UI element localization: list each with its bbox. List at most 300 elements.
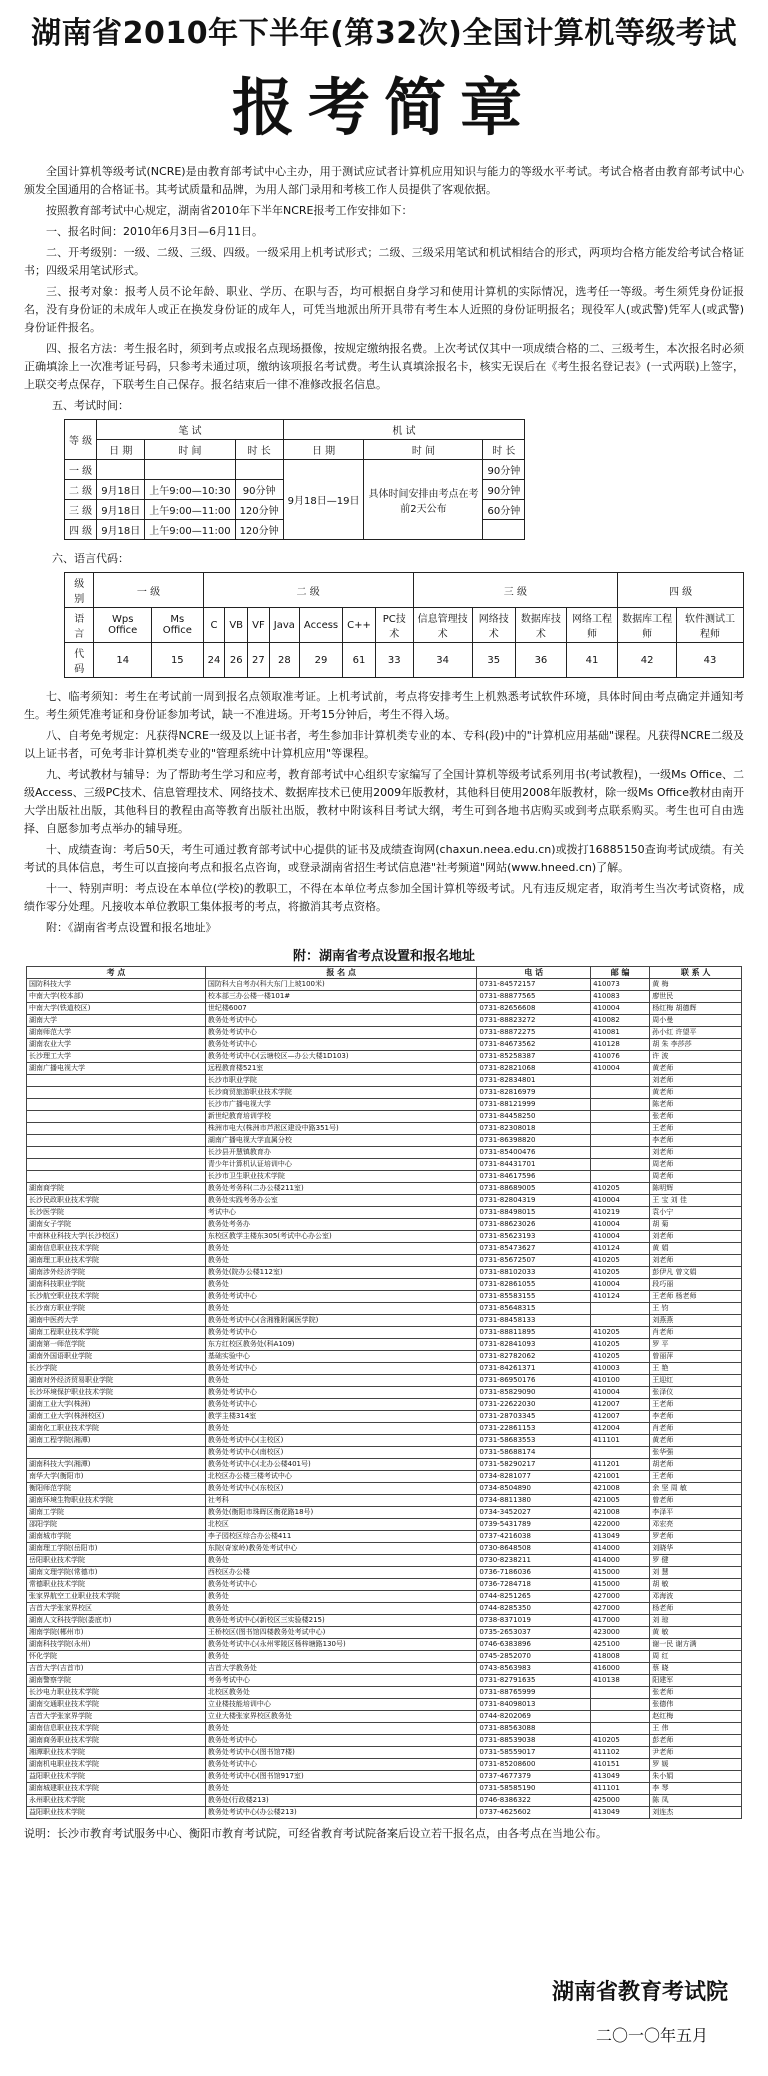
table-cell: 李老师 (650, 1135, 742, 1147)
table-cell: 0731-88121999 (477, 1099, 591, 1111)
table-cell: 412007 (591, 1399, 650, 1411)
table-cell: 教务处实践考务办公室 (205, 1195, 477, 1207)
language-code: 33 (375, 643, 413, 678)
table-cell: 湖南科技学院(永州) (27, 1639, 206, 1651)
language-code: 36 (515, 643, 566, 678)
table-cell: 中南大学(铁道校区) (27, 1003, 206, 1015)
language-code: 28 (269, 643, 299, 678)
table-cell: 教务处考试中心(东校区) (205, 1483, 477, 1495)
table-row (27, 1807, 742, 1819)
table-cell: 吉首大学张家界校区 (27, 1603, 206, 1615)
table-row (27, 1075, 742, 1087)
table-cell (27, 1447, 206, 1459)
column-header: 邮 编 (591, 967, 650, 979)
level-group: 三 级 (413, 573, 617, 608)
table-row (27, 1579, 742, 1591)
level-group: 一 级 (94, 573, 203, 608)
table-cell: 0731-85208600 (477, 1759, 591, 1771)
table-cell: 0731-82804319 (477, 1195, 591, 1207)
table-cell: 0731-58290217 (477, 1459, 591, 1471)
table-cell: 王迎红 (650, 1375, 742, 1387)
table-cell: 410081 (591, 1027, 650, 1039)
language-code: 29 (299, 643, 342, 678)
table-cell: 413049 (591, 1531, 650, 1543)
table-cell: 陈老师 (650, 1099, 742, 1111)
language-code: 61 (343, 643, 376, 678)
table-row (27, 1003, 742, 1015)
table-cell: 怀化学院 (27, 1651, 206, 1663)
intro-paragraph: 全国计算机等级考试(NCRE)是由教育部考试中心主办，用于测试应试者计算机应用知识与能力的等级水平考试。考试合格者由教育部考试中心颁发全国通用的合格证书。其考试质量和品牌，为用人部门录用和考核工作人员提供了客观依据。 (24, 165, 744, 196)
table-cell: 410083 (591, 991, 650, 1003)
table-cell: 东院(奇家岭)教务处考试中心 (205, 1543, 477, 1555)
table-cell: 湖南理工学院(岳阳市) (27, 1543, 206, 1555)
table-cell: 罗 媛 (650, 1759, 742, 1771)
table-row (27, 1123, 742, 1135)
preamble-paragraph: 按照教育部考试中心规定，湖南省2010年下半年NCRE报考工作安排如下： (46, 204, 413, 217)
table-cell: 410205 (591, 1735, 650, 1747)
table-cell: 0731-58683553 (477, 1435, 591, 1447)
table-cell: 教务处考试中心(办公楼213) (205, 1807, 477, 1819)
table-cell: 岳阳职业技术学院 (27, 1555, 206, 1567)
annex-title: 附：湖南省考点设置和报名地址 (292, 949, 475, 964)
table-cell: 刘老师 (650, 1147, 742, 1159)
table-cell: 0731-82782062 (477, 1351, 591, 1363)
table-cell: 长沙商贸旅游职业技术学院 (205, 1087, 477, 1099)
table-cell: 0744-8251265 (477, 1591, 591, 1603)
table-cell: 永州职业技术学院 (27, 1795, 206, 1807)
table-cell: 教务处考试中心(主校区) (205, 1435, 477, 1447)
table-cell (27, 1075, 206, 1087)
table-cell: 教务处 (205, 1723, 477, 1735)
cell: 上午9:00—11:00 (145, 520, 235, 540)
table-row (27, 1531, 742, 1543)
table-cell: 湖南机电职业技术学院 (27, 1759, 206, 1771)
table-cell: 421001 (591, 1471, 650, 1483)
table-cell: 教务处考试中心 (205, 1327, 477, 1339)
table-cell: 0731-88877565 (477, 991, 591, 1003)
table-cell: 黄老师 (650, 1087, 742, 1099)
table-cell: 考务考试中心 (205, 1675, 477, 1687)
cell: 90分钟 (483, 460, 525, 480)
table-cell: 湖南大学 (27, 1015, 206, 1027)
table-cell (591, 1123, 650, 1135)
table-row (27, 1039, 742, 1051)
table-cell (591, 1699, 650, 1711)
table-cell: 0731-84431701 (477, 1159, 591, 1171)
table-cell: 远程教育楼521室 (205, 1063, 477, 1075)
th-written: 笔 试 (97, 420, 283, 440)
table-cell: 410128 (591, 1039, 650, 1051)
language-name: Wps Office (94, 608, 152, 643)
table-row (27, 1279, 742, 1291)
table-cell: 湖南涉外经济学院 (27, 1267, 206, 1279)
section-2: 二、开考级别：一级、二级、三级、四级。一级采用上机考试形式；二级、三级采用笔试和机试相结合的形式，两项均合格方能发给考试合格证书；四级采用笔试形式。 (24, 246, 744, 277)
table-cell (27, 1171, 206, 1183)
table-cell: 427000 (591, 1603, 650, 1615)
language-name: C++ (343, 608, 376, 643)
table-cell (591, 1087, 650, 1099)
table-cell: 杨红梅 胡德辉 (650, 1003, 742, 1015)
table-cell: 教务处考试中心(南校区) (205, 1447, 477, 1459)
table-cell: 肖老师 (650, 1327, 742, 1339)
table-cell: 0731-88498015 (477, 1207, 591, 1219)
table-cell: 社考科 (205, 1495, 477, 1507)
th-lang: 语 言 (65, 608, 94, 643)
table-cell: 湖南理工职业技术学院 (27, 1255, 206, 1267)
table-row (27, 1663, 742, 1675)
table-cell: 长沙航空职业技术学院 (27, 1291, 206, 1303)
section-3: 三、报考对象：报考人员不论年龄、职业、学历、在职与否，均可根据自身学习和使用计算机的实际情况，选考任一等级。考生须凭身份证报名，没有身份证的未成年人或正在换发身份证的成年人，可凭当地派出所开具带有考生本人近照的身份证明报名；现役军人(或武警)凭军人(或武警)身份证件报名。 (24, 285, 744, 334)
th-level: 级 别 (65, 573, 94, 608)
table-cell: 0731-85829090 (477, 1387, 591, 1399)
table-cell: 肖老师 (650, 1423, 742, 1435)
table-cell: 0731-88623026 (477, 1219, 591, 1231)
table-cell: 教务处 (205, 1279, 477, 1291)
table-row (27, 1207, 742, 1219)
table-cell: 412007 (591, 1411, 650, 1423)
attachment-note: 附：《湖南省考点设置和报名地址》 (46, 921, 217, 934)
table-cell: 0736-7186036 (477, 1567, 591, 1579)
table-cell: 王 宝 刘 佳 (650, 1195, 742, 1207)
machine-date: 9月18日—19日 (283, 460, 364, 540)
th-w-dur: 时 长 (235, 440, 283, 460)
table-cell: 0731-85672507 (477, 1255, 591, 1267)
table-cell: 0731-88539038 (477, 1735, 591, 1747)
table-cell: 王老师 (650, 1471, 742, 1483)
table-row (27, 1687, 742, 1699)
table-cell: 425100 (591, 1639, 650, 1651)
table-cell (591, 1111, 650, 1123)
table-cell: 湖南信息职业技术学院 (27, 1243, 206, 1255)
machine-time: 具体时间安排由考点在考前2天公布 (364, 460, 483, 540)
language-name: VF (248, 608, 270, 643)
table-cell: 黄老师 (650, 1063, 742, 1075)
table-row (27, 1255, 742, 1267)
table-cell: 411102 (591, 1747, 650, 1759)
language-name: 数据库工程师 (618, 608, 677, 643)
level-group: 四 级 (618, 573, 744, 608)
cell (483, 520, 525, 540)
table-row (27, 1555, 742, 1567)
table-cell: 北校区教务处 (205, 1687, 477, 1699)
table-cell: 410124 (591, 1243, 650, 1255)
table-cell: 株洲市电大(株洲市芦淞区建设中路351号) (205, 1123, 477, 1135)
table-row (27, 1183, 742, 1195)
table-cell: 416000 (591, 1663, 650, 1675)
table-cell: 教务处 (205, 1591, 477, 1603)
table-cell: 东校区教学主楼东305(考试中心办公室) (205, 1231, 477, 1243)
table-row (27, 1399, 742, 1411)
table-cell: 0731-82821068 (477, 1063, 591, 1075)
table-cell: 423000 (591, 1627, 650, 1639)
table-cell: 湖南对外经济贸易职业学院 (27, 1375, 206, 1387)
cell (97, 460, 145, 480)
language-code: 35 (472, 643, 515, 678)
cell: 9月18日 (97, 500, 145, 520)
table-cell: 王桥校区(图书馆四楼教务处考试中心) (205, 1627, 477, 1639)
table-cell: 黄 敏 (650, 1627, 742, 1639)
table-cell: 0737-4677379 (477, 1771, 591, 1783)
table-cell: 0731-85583155 (477, 1291, 591, 1303)
table-row (27, 1111, 742, 1123)
table-cell: 410205 (591, 1351, 650, 1363)
table-row (27, 1495, 742, 1507)
table-cell: 0731-82841093 (477, 1339, 591, 1351)
table-cell: 415000 (591, 1567, 650, 1579)
section-11: 十一、特别声明：考点设在本单位(学校)的教职工，不得在本单位考点参加全国计算机等级考试。凡有违反规定者，取消考生当次考试资格，成绩作零分处理。凡接收本单位教职工集体报考的考点，将撤消其考点资格。 (24, 882, 744, 913)
table-cell: 李泽平 (650, 1507, 742, 1519)
table-cell (591, 1075, 650, 1087)
table-cell (27, 1099, 206, 1111)
table-cell: 袁小宁 (650, 1207, 742, 1219)
language-name: 信息管理技术 (413, 608, 472, 643)
section-4: 四、报名方法：考生报名时，须到考点或报名点现场摄像，按规定缴纳报名费。上次考试仅其中一项成绩合格的二、三级考生，本次报名时必须正确填涂上一次准考证号码，只参考未通过项，缴纳该项报名考试费。考生认真填涂报名卡，核实无误后在《考生报名登记表》(一式两联)上签字，上联交考点保存，下联考生自己保存。报名结束后一律不准修改报名信息。 (24, 342, 744, 391)
table-row (27, 1027, 742, 1039)
table-cell: 湘南学院(郴州市) (27, 1627, 206, 1639)
table-cell: 教务处考试中心(云塘校区—办公大楼1D103) (205, 1051, 477, 1063)
table-cell: 湖南外国语职业学院 (27, 1351, 206, 1363)
table-cell: 蔡 晓 (650, 1663, 742, 1675)
section-5-label: 五、考试时间： (52, 399, 129, 412)
language-name: PC技术 (375, 608, 413, 643)
table-cell: 410076 (591, 1051, 650, 1063)
table-cell: 王老师 杨老师 (650, 1291, 742, 1303)
table-cell: 吉首大学张家界学院 (27, 1711, 206, 1723)
table-cell: 西校区办公楼 (205, 1567, 477, 1579)
table-cell: 410004 (591, 1279, 650, 1291)
language-name: Access (299, 608, 342, 643)
language-name: Java (269, 608, 299, 643)
table-cell: 0744-8285350 (477, 1603, 591, 1615)
table-cell: 湖南工业大学(株洲校区) (27, 1411, 206, 1423)
table-cell: 414000 (591, 1555, 650, 1567)
table-row (27, 1411, 742, 1423)
section-6-label: 六、语言代码： (52, 552, 129, 565)
table-cell: 0731-88765999 (477, 1687, 591, 1699)
table-row (27, 1699, 742, 1711)
table-cell: 0746-6383896 (477, 1639, 591, 1651)
row-level: 四 级 (65, 520, 97, 540)
table-cell (591, 1447, 650, 1459)
table-cell: 410100 (591, 1375, 650, 1387)
table-row (27, 1159, 742, 1171)
table-cell: 罗老师 (650, 1531, 742, 1543)
table-cell: 湖南警察学院 (27, 1675, 206, 1687)
cell: 120分钟 (235, 520, 283, 540)
table-cell: 黄 娟 (650, 1243, 742, 1255)
headline: 湖南省2010年下半年(第32次)全国计算机等级考试 (31, 16, 737, 51)
table-cell: 教务处(院办公楼112室) (205, 1267, 477, 1279)
table-row (27, 1195, 742, 1207)
table-row (27, 1519, 742, 1531)
language-code: 26 (225, 643, 248, 678)
table-cell: 0731-85623193 (477, 1231, 591, 1243)
table-cell: 校本部三办公楼一楼101# (205, 991, 477, 1003)
table-row (27, 1711, 742, 1723)
table-cell: 长沙环境保护职业技术学院 (27, 1387, 206, 1399)
table-cell: 湖南工程学院(湘潭) (27, 1435, 206, 1447)
table-cell: 410124 (591, 1291, 650, 1303)
table-cell: 0746-8386322 (477, 1795, 591, 1807)
table-cell: 北校区 (205, 1519, 477, 1531)
document-page (0, 8, 768, 2076)
table-cell: 邓宏亮 (650, 1519, 742, 1531)
level-group: 二 级 (203, 573, 413, 608)
table-cell: 湖南文理学院(常德市) (27, 1567, 206, 1579)
table-cell: 0731-82308018 (477, 1123, 591, 1135)
table-cell: 421005 (591, 1495, 650, 1507)
table-cell: 张家界航空工业职业技术学院 (27, 1591, 206, 1603)
table-cell: 尹老师 (650, 1747, 742, 1759)
section-10: 十、成绩查询：考后50天，考生可通过教育部考试中心提供的证书及成绩查询网(chaxun.neea.edu.cn)或拨打16885150查询考试成绩。有关考试的具体信息，考生可以直接向考点和报名点咨询，或登录湖南省招生考试信息港"社考频道"网站(www.hneed.cn)了解。 (24, 843, 744, 874)
table-row (27, 1543, 742, 1555)
table-cell (591, 1723, 650, 1735)
table-cell: 周老师 (650, 1171, 742, 1183)
table-row (27, 1351, 742, 1363)
table-cell: 湖南交通职业技术学院 (27, 1699, 206, 1711)
cell: 60分钟 (483, 500, 525, 520)
table-row (27, 1339, 742, 1351)
table-cell: 0731-22622030 (477, 1399, 591, 1411)
table-cell: 411101 (591, 1435, 650, 1447)
table-row (27, 1783, 742, 1795)
issuer-signature: 湖南省教育考试院 (551, 1980, 728, 2005)
table-cell: 0731-85648315 (477, 1303, 591, 1315)
table-cell: 吉首大学(吉首市) (27, 1663, 206, 1675)
table-cell: 周老师 (650, 1159, 742, 1171)
table-row (27, 1795, 742, 1807)
th-m-dur: 时 长 (483, 440, 525, 460)
language-name: 软件测试工程师 (677, 608, 744, 643)
table-cell: 0734-8811380 (477, 1495, 591, 1507)
table-cell: 教务处 (205, 1423, 477, 1435)
table-cell: 王 伟 (650, 1723, 742, 1735)
language-code: 15 (152, 643, 204, 678)
table-cell: 教务处考务科(二办公楼211室) (205, 1183, 477, 1195)
table-cell: 张华强 (650, 1447, 742, 1459)
table-cell: 0731-82816979 (477, 1087, 591, 1099)
table-cell: 0731-58585190 (477, 1783, 591, 1795)
table-cell: 0730-8648508 (477, 1543, 591, 1555)
table-cell: 中南大学(校本部) (27, 991, 206, 1003)
table-cell: 0735-2653037 (477, 1627, 591, 1639)
table-row (27, 1267, 742, 1279)
table-cell: 410205 (591, 1327, 650, 1339)
page-title: 报考简章 (231, 71, 536, 144)
table-row (27, 1771, 742, 1783)
table-row (27, 1603, 742, 1615)
table-row (27, 1375, 742, 1387)
table-cell (591, 1171, 650, 1183)
table-cell (27, 1159, 206, 1171)
table-cell: 教务处考试中心 (205, 1759, 477, 1771)
table-row (27, 1135, 742, 1147)
table-cell: 教务处 (205, 1255, 477, 1267)
table-row (27, 1723, 742, 1735)
table-cell: 曾老师 (650, 1495, 742, 1507)
table-row (27, 1507, 742, 1519)
table-cell: 0731-84673562 (477, 1039, 591, 1051)
table-cell: 黄老师 (650, 1435, 742, 1447)
cell: 90分钟 (483, 480, 525, 500)
table-cell: 0731-84572157 (477, 979, 591, 991)
table-cell: 世纪楼6007 (205, 1003, 477, 1015)
table-cell: 0734-8504890 (477, 1483, 591, 1495)
table-cell (27, 1087, 206, 1099)
table-cell: 李老师 (650, 1411, 742, 1423)
th-code: 代 码 (65, 643, 94, 678)
table-cell: 刘老师 (650, 1255, 742, 1267)
table-cell: 张德伟 (650, 1699, 742, 1711)
table-row (27, 1231, 742, 1243)
table-cell: 余 坚 周 敏 (650, 1483, 742, 1495)
th-w-date: 日 期 (97, 440, 145, 460)
table-cell: 0731-86950176 (477, 1375, 591, 1387)
table-cell: 衡阳师范学院 (27, 1483, 206, 1495)
table-cell: 北校区办公楼三楼考试中心 (205, 1471, 477, 1483)
table-cell: 教务处考试中心 (205, 1579, 477, 1591)
table-cell: 长沙市职业学院 (205, 1075, 477, 1087)
table-cell: 425000 (591, 1795, 650, 1807)
table-cell (27, 1135, 206, 1147)
table-cell: 长沙理工大学 (27, 1051, 206, 1063)
table-cell: 吉首大学教务处 (205, 1663, 477, 1675)
table-cell: 南华大学(衡阳市) (27, 1471, 206, 1483)
table-cell: 0731-28703345 (477, 1411, 591, 1423)
table-cell: 教务处考试中心 (205, 1735, 477, 1747)
table-cell: 0731-58559017 (477, 1747, 591, 1759)
table-row (27, 979, 742, 991)
table-cell: 410004 (591, 1003, 650, 1015)
language-code: 24 (203, 643, 225, 678)
table-cell: 教务处考试中心 (205, 1027, 477, 1039)
language-name: VB (225, 608, 248, 643)
table-row (27, 1327, 742, 1339)
table-cell: 彭老师 (650, 1735, 742, 1747)
table-cell: 李子园校区综合办公楼411 (205, 1531, 477, 1543)
section-9: 九、考试教材与辅导：为了帮助考生学习和应考，教育部考试中心组织专家编写了全国计算机等级考试系列用书(考试教程)，一级Ms Office、二级Access、三级PC技术、信息管理技术、网络技术、数据库技术已使用2009年版教材，其他科目使用2008年版教材，除一级Ms Office教材由南开大学出版社出版，其他科目的教程由高等教育出版社出版，教材中附该科目考试大纲，考生可到各地书店购买或到考点联系购买。考生也可自由选择、自愿参加考点举办的辅导班。 (24, 768, 744, 835)
table-cell: 410004 (591, 1219, 650, 1231)
table-row (27, 1615, 742, 1627)
table-cell: 0734-8281077 (477, 1471, 591, 1483)
table-cell: 0731-88811895 (477, 1327, 591, 1339)
table-cell: 0731-58688174 (477, 1447, 591, 1459)
table-cell: 杨老师 (650, 1603, 742, 1615)
table-cell: 412004 (591, 1423, 650, 1435)
table-cell: 教务处考试中心 (205, 1399, 477, 1411)
table-cell: 教务处考试中心(北办公楼401号) (205, 1459, 477, 1471)
table-cell: 411201 (591, 1459, 650, 1471)
table-cell: 0731-84098013 (477, 1699, 591, 1711)
table-cell: 湖南工业大学(株洲) (27, 1399, 206, 1411)
table-cell: 湖南人文科技学院(娄底市) (27, 1615, 206, 1627)
table-cell: 王老师 (650, 1399, 742, 1411)
table-cell: 0731-88689005 (477, 1183, 591, 1195)
table-cell: 湖南化工职业技术学院 (27, 1423, 206, 1435)
table-cell: 410082 (591, 1015, 650, 1027)
table-row (27, 1483, 742, 1495)
table-cell: 长沙南方职业学院 (27, 1303, 206, 1315)
table-cell (591, 1315, 650, 1327)
table-row (27, 1759, 742, 1771)
table-cell (591, 1135, 650, 1147)
table-cell: 东方红校区教务处(科A109) (205, 1339, 477, 1351)
table-cell: 新世纪教育培训学校 (205, 1111, 477, 1123)
table-cell: 418008 (591, 1651, 650, 1663)
table-cell: 湖南第一师范学院 (27, 1339, 206, 1351)
table-cell: 湖南工程职业技术学院 (27, 1327, 206, 1339)
table-row (27, 1015, 742, 1027)
